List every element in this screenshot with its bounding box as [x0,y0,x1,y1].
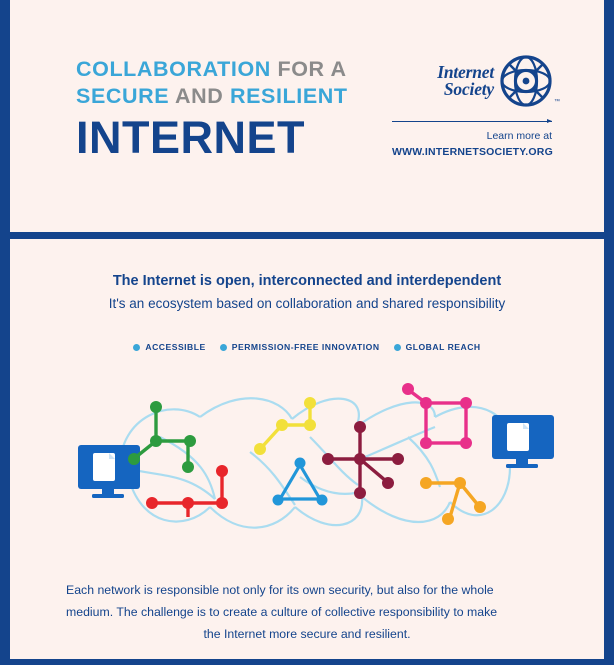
legend-label: GLOBAL REACH [405,342,481,352]
monitor-left-icon [78,445,140,498]
monitor-right-icon [492,415,554,468]
legend-dot-icon [133,344,140,351]
headline-word-collaboration: COLLABORATION [76,57,271,81]
logo-word-society: Society [443,79,494,99]
legend-dot-icon [394,344,401,351]
headline-word-secure: SECURE [76,84,170,108]
footer-paragraph [66,579,548,645]
network-diagram [10,357,604,557]
logo-word-internet: Internet [437,62,494,82]
diagram-legend [10,342,604,352]
footer-line-3: the Internet more secure and resilient. [203,627,411,641]
internet-society-globe-icon [500,55,560,107]
footer-line-2: medium. The challenge is to create a culture of collective responsibility to make [66,605,498,619]
main-content [10,239,604,665]
learn-more-label: Learn more at [486,130,552,142]
headline-word-and: AND [169,84,230,108]
legend-item-global-reach [394,342,481,352]
footer-line-1: Each network is responsible not only for its own security, but also for the whole [66,583,494,597]
website-url[interactable]: WWW.INTERNETSOCIETY.ORG [392,146,553,158]
right-rail [604,0,614,665]
legend-label: PERMISSION-FREE INNOVATION [231,342,380,352]
header-divider [10,232,604,239]
logo-divider [392,121,552,122]
subheading-regular: It's an ecosystem based on collaboration and shared responsibility [108,296,506,311]
left-rail [0,0,10,665]
header [10,0,604,232]
subheading-bold: The Internet is open, interconnected and interdependent [112,273,502,289]
legend-item-accessible [133,342,205,352]
headline-word-resilient: RESILIENT [229,84,348,108]
node-cluster-yellow [254,397,316,455]
legend-item-permission-free-innovation [220,342,380,352]
trademark-symbol: ™ [554,99,560,105]
node-cluster-orange [420,477,486,525]
headline-word-internet: INTERNET [76,112,305,163]
logo-wordmark [437,64,494,98]
logo-row [392,55,560,107]
node-cluster-blue [273,458,328,506]
subheading [10,271,604,314]
brand-logo-block [392,55,560,158]
node-cluster-maroon [322,421,404,499]
page-title [76,56,406,164]
bottom-divider [0,659,614,665]
headline-word-for-a: FOR A [270,57,347,81]
legend-dot-icon [220,344,227,351]
legend-label: ACCESSIBLE [145,342,206,352]
